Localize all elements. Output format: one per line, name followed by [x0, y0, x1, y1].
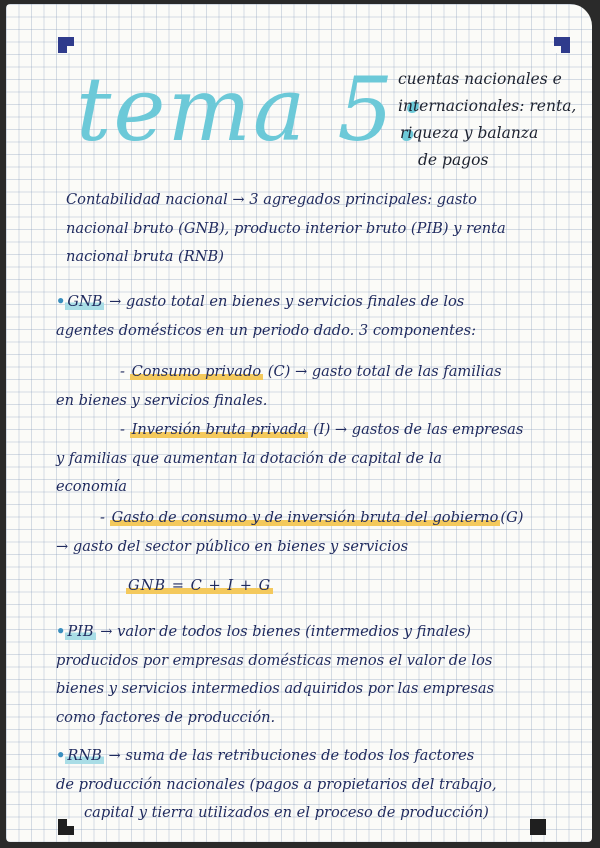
text-line: en bienes y servicios finales.: [56, 391, 268, 409]
bullet-icon: •: [56, 293, 66, 310]
subtitle-line: internacionales: renta,: [398, 97, 577, 115]
text-line: capital y tierra utilizados en el proceso de producción): [84, 804, 489, 821]
text-fragment: → suma de las retribuciones de todos los factores: [108, 747, 475, 764]
text-line: como factores de producción.: [56, 708, 276, 726]
corner-marker-icon: [554, 37, 570, 53]
text-line: → gasto del sector público en bienes y servicios: [56, 537, 409, 555]
consumo-section: [56, 358, 591, 415]
text-fragment: (G): [500, 509, 524, 526]
term-gobierno: Gasto de consumo y de inversión bruta del gobierno: [111, 509, 499, 526]
text-line: Contabilidad nacional → 3 agregados principales: gasto: [66, 191, 477, 208]
bullet-icon: •: [56, 623, 66, 640]
text-line: - Gasto de consumo y de inversión bruta del gobierno (G): [100, 509, 524, 526]
text-line: [56, 618, 591, 647]
intro-paragraph: [66, 186, 586, 272]
text-line: de producción nacionales (pagos a propietarios del trabajo,: [56, 775, 497, 793]
pib-section: [56, 618, 591, 732]
text-line: [56, 288, 586, 317]
term-pib: PIB: [67, 623, 94, 640]
subtitle-line: riqueza y balanza: [400, 124, 539, 142]
subtitle-line: cuentas nacionales e: [398, 70, 562, 88]
text-line: y familias que aumentan la dotación de capital de la: [56, 449, 442, 467]
formula: [68, 572, 368, 601]
text-fragment: (C) → gasto total de las familias: [267, 363, 502, 380]
text-fragment: (I) → gastos de las empresas: [313, 421, 524, 438]
text-line: bienes y servicios intermedios adquiridos por las empresas: [56, 680, 495, 697]
text-line: economía: [56, 478, 127, 495]
term-rnb: RNB: [67, 747, 102, 764]
page-subtitle: [398, 66, 592, 174]
rnb-section: [56, 742, 591, 828]
subtitle-line: de pagos: [418, 151, 489, 169]
text-line: - Inversión bruta privada (I) → gastos de las empresas: [120, 421, 524, 438]
term-gnb: GNB: [67, 293, 103, 310]
text-fragment: → gasto total en bienes y servicios finales de los: [109, 293, 465, 310]
text-line: agentes domésticos en un periodo dado. 3 componentes:: [56, 321, 477, 339]
text-line: [56, 742, 591, 771]
formula-text: GNB = C + I + G: [128, 577, 272, 594]
notebook-page: [6, 4, 592, 842]
inversion-section: [56, 416, 591, 502]
gobierno-section: [56, 504, 591, 561]
text-line: nacional bruto (GNB), producto interior bruto (PIB) y renta: [66, 219, 506, 237]
corner-marker-icon: [58, 37, 74, 53]
bullet-icon: •: [56, 747, 66, 764]
text-line: nacional bruta (RNB): [66, 248, 224, 265]
text-line: - Consumo privado (C) → gasto total de las familias: [120, 363, 502, 380]
term-consumo: Consumo privado: [131, 363, 262, 380]
page-title: tema 5:: [76, 58, 427, 161]
text-line: producidos por empresas domésticas menos el valor de los: [56, 651, 493, 669]
text-fragment: → valor de todos los bienes (intermedios y finales): [100, 623, 471, 640]
gnb-section: [56, 288, 586, 345]
term-inversion: Inversión bruta privada: [131, 421, 307, 438]
